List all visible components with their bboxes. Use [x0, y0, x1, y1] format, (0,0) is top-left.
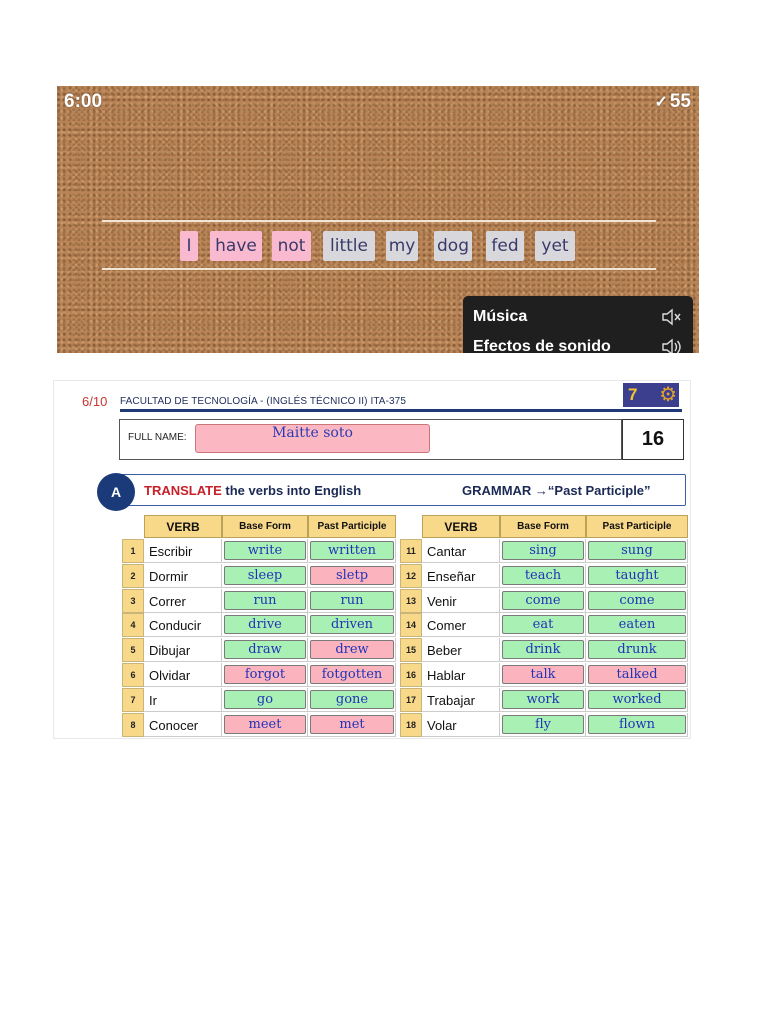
base-form-answer[interactable]: write	[224, 541, 306, 560]
row-number: 14	[400, 613, 422, 637]
score-counter	[654, 91, 691, 113]
spanish-verb: Cantar	[422, 539, 500, 563]
base-form-answer[interactable]: draw	[224, 640, 306, 659]
speaker-on-icon	[661, 338, 683, 353]
word-tile[interactable]: I	[180, 231, 198, 261]
base-form-answer[interactable]: forgot	[224, 665, 306, 684]
spanish-verb: Beber	[422, 638, 500, 662]
word-tile[interactable]: fed	[486, 231, 524, 261]
row-number: 4	[122, 613, 144, 637]
row-number: 6	[122, 663, 144, 687]
base-form-answer[interactable]: eat	[502, 615, 584, 634]
column-header-past-participle: Past Participle	[308, 515, 396, 538]
base-form-answer[interactable]: talk	[502, 665, 584, 684]
column-header-verb: VERB	[144, 515, 222, 538]
base-form-answer[interactable]: sleep	[224, 566, 306, 585]
gear-icon: ⚙	[659, 384, 677, 406]
timer: 6:00	[64, 91, 103, 112]
task-instruction	[144, 483, 361, 498]
spanish-verb: Ir	[144, 688, 222, 712]
full-name-row	[119, 419, 622, 460]
row-number: 17	[400, 688, 422, 712]
spanish-verb: Conocer	[144, 713, 222, 737]
spanish-verb: Conducir	[144, 613, 222, 637]
past-participle-answer[interactable]: fotgotten	[310, 665, 394, 684]
music-toggle[interactable]	[473, 308, 683, 334]
word-tile[interactable]: my	[386, 231, 418, 261]
word-tile[interactable]: dog	[434, 231, 472, 261]
past-participle-answer[interactable]: drunk	[588, 640, 686, 659]
spanish-verb: Olvidar	[144, 663, 222, 687]
full-name-label: FULL NAME:	[128, 432, 187, 443]
row-number: 8	[122, 713, 144, 737]
past-participle-answer[interactable]: driven	[310, 615, 394, 634]
word-tile[interactable]: yet	[535, 231, 575, 261]
past-participle-answer[interactable]: worked	[588, 690, 686, 709]
grammar-note: GRAMMAR →“Past Participle”	[462, 483, 651, 498]
music-label: Música	[473, 308, 528, 325]
worksheet-score: 6/10	[82, 394, 108, 409]
spanish-verb: Hablar	[422, 663, 500, 687]
column-header-base-form: Base Form	[222, 515, 308, 538]
word-tile[interactable]: have	[210, 231, 262, 261]
column-header-base-form: Base Form	[500, 515, 586, 538]
header-divider	[120, 409, 682, 412]
spanish-verb: Trabajar	[422, 688, 500, 712]
base-form-answer[interactable]: drink	[502, 640, 584, 659]
spanish-verb: Comer	[422, 613, 500, 637]
row-number: 7	[122, 688, 144, 712]
column-header-past-participle: Past Participle	[586, 515, 688, 538]
past-participle-answer[interactable]: taught	[588, 566, 686, 585]
worksheet	[53, 380, 691, 739]
grade-box: 16	[622, 419, 684, 460]
past-participle-answer[interactable]: sletp	[310, 566, 394, 585]
spanish-verb: Enseñar	[422, 564, 500, 588]
column-header-verb: VERB	[422, 515, 500, 538]
past-participle-answer[interactable]: written	[310, 541, 394, 560]
past-participle-answer[interactable]: talked	[588, 665, 686, 684]
score-value: 55	[669, 91, 691, 112]
worksheet-header: FACULTAD DE TECNOLOGÍA - (INGLÉS TÉCNICO II) ITA-375	[120, 396, 406, 407]
past-participle-answer[interactable]: drew	[310, 640, 394, 659]
past-participle-answer[interactable]: come	[588, 591, 686, 610]
word-tile[interactable]: little	[323, 231, 375, 261]
base-form-answer[interactable]: come	[502, 591, 584, 610]
sentence-rail-bottom	[102, 268, 656, 270]
row-number: 3	[122, 589, 144, 613]
row-number: 5	[122, 638, 144, 662]
sound-effects-toggle[interactable]	[473, 338, 683, 353]
past-participle-answer[interactable]: run	[310, 591, 394, 610]
past-participle-answer[interactable]: gone	[310, 690, 394, 709]
base-form-answer[interactable]: meet	[224, 715, 306, 734]
base-form-answer[interactable]: fly	[502, 715, 584, 734]
task-letter-badge: A	[97, 473, 135, 511]
check-icon: ✓	[654, 94, 668, 111]
row-number: 15	[400, 638, 422, 662]
speaker-muted-icon	[661, 308, 683, 330]
row-number: 1	[122, 539, 144, 563]
row-number: 11	[400, 539, 422, 563]
base-form-answer[interactable]: drive	[224, 615, 306, 634]
past-participle-answer[interactable]: sung	[588, 541, 686, 560]
row-number: 2	[122, 564, 144, 588]
sentence-rail-top	[102, 220, 656, 222]
word-tiles	[57, 231, 699, 263]
task-keyword: TRANSLATE	[144, 483, 222, 498]
base-form-answer[interactable]: teach	[502, 566, 584, 585]
word-order-game	[57, 86, 699, 353]
spanish-verb: Correr	[144, 589, 222, 613]
spanish-verb: Volar	[422, 713, 500, 737]
row-number: 18	[400, 713, 422, 737]
sound-menu	[463, 296, 693, 353]
past-participle-answer[interactable]: met	[310, 715, 394, 734]
spanish-verb: Escribir	[144, 539, 222, 563]
base-form-answer[interactable]: work	[502, 690, 584, 709]
spanish-verb: Dibujar	[144, 638, 222, 662]
task-text: the verbs into English	[225, 483, 362, 498]
faculty-logo	[623, 383, 679, 407]
base-form-answer[interactable]: go	[224, 690, 306, 709]
word-tile[interactable]: not	[272, 231, 311, 261]
logo-mark: 7	[628, 385, 638, 404]
row-number: 16	[400, 663, 422, 687]
row-number: 13	[400, 589, 422, 613]
row-number: 12	[400, 564, 422, 588]
past-participle-answer[interactable]: flown	[588, 715, 686, 734]
past-participle-answer[interactable]: eaten	[588, 615, 686, 634]
base-form-answer[interactable]: run	[224, 591, 306, 610]
effects-label: Efectos de sonido	[473, 338, 611, 353]
spanish-verb: Dormir	[144, 564, 222, 588]
spanish-verb: Venir	[422, 589, 500, 613]
full-name-field[interactable]: Maitte soto	[195, 424, 430, 453]
base-form-answer[interactable]: sing	[502, 541, 584, 560]
